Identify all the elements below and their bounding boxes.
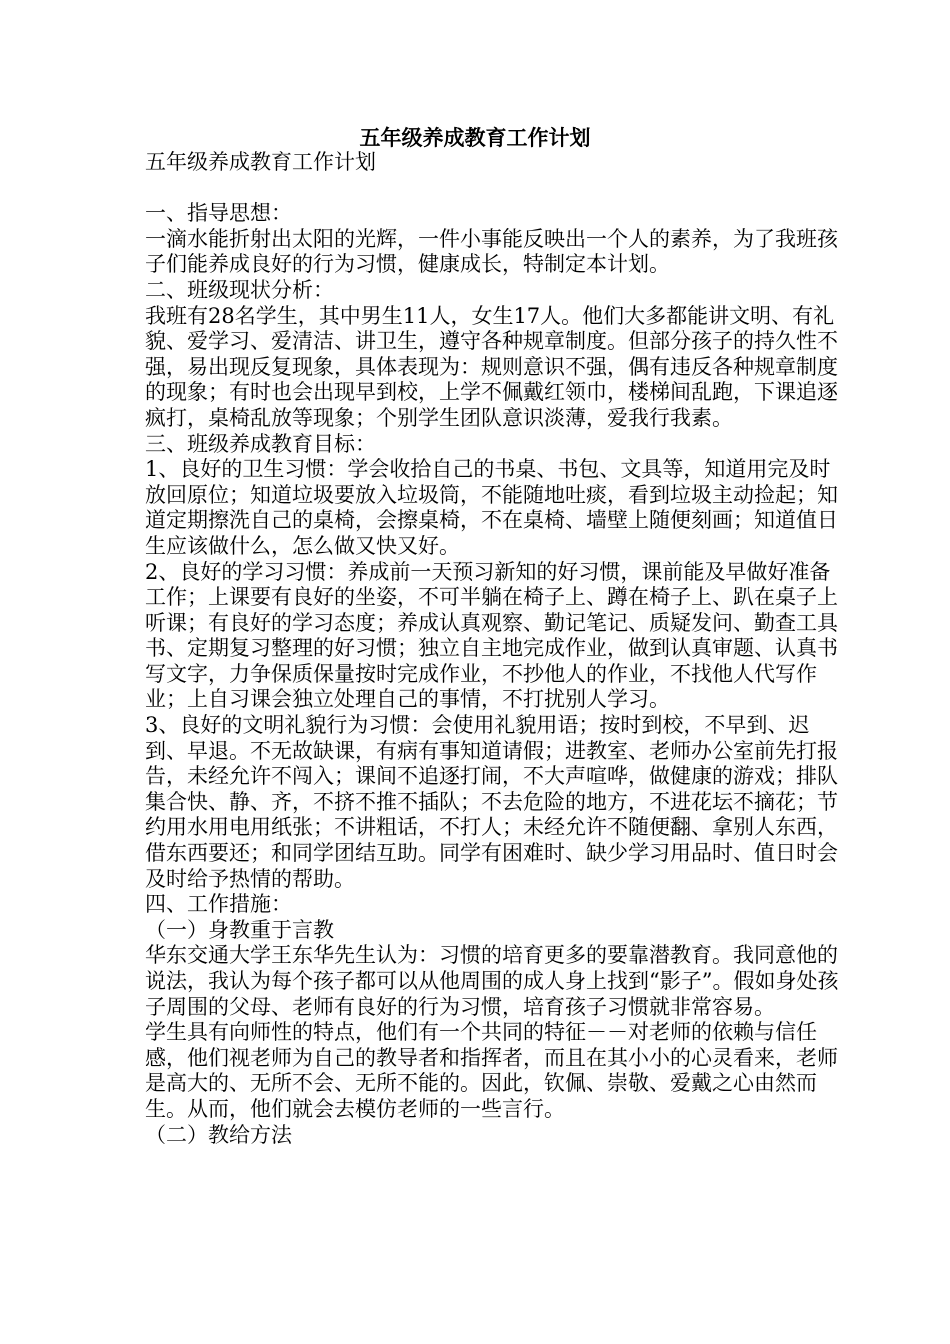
section-heading: 一、指导思想： (145, 201, 292, 226)
section-heading: 二、班级现状分析： (145, 277, 334, 302)
subsection-heading: （二）教给方法 (145, 1122, 292, 1147)
paragraph: 学生具有向师性的特点，他们有一个共同的特征－－对老师的依赖与信任感，他们视老师为自己的教导者和指挥者，而且在其小小的心灵看来，老师是高大的、无所不会、无所不能的。因此，钦佩、崇敬、爱戴之心由然而生。从而，他们就会去模仿老师的一些言行。 (145, 1020, 838, 1121)
document-title: 五年级养成教育工作计划 (359, 125, 591, 150)
section-heading: 四、工作措施： (145, 892, 292, 917)
paragraph: 3、良好的文明礼貌行为习惯：会使用礼貌用语；按时到校，不早到、迟到、早退。不无故缺课，有病有事知道请假；进教室、老师办公室前先打报告，未经允许不闯入；课间不追逐打闹，不大声喧哗，做健康的游戏；排队集合快、静、齐，不挤不推不插队；不去危险的地方，不进花坛不摘花；节约用水用电用纸张；不讲粗话，不打人；未经允许不随便翻、拿别人东西，借东西要还；和同学团结互助。同学有困难时、缺少学习用品时、值日时会及时给予热情的帮助。 (145, 713, 838, 891)
blank-line (145, 176, 845, 202)
subsection-heading: （一）身教重于言教 (145, 917, 334, 942)
paragraph: 华东交通大学王东华先生认为：习惯的培育更多的要靠潜教育。我同意他的说法，我认为每个孩子都可以从他周围的成人身上找到“影子”。假如身处孩子周围的父母、老师有良好的行为习惯，培育孩子习惯就非常容易。 (145, 943, 839, 1019)
paragraph: 一滴水能折射出太阳的光辉，一件小事能反映出一个人的素养，为了我班孩子们能养成良好的行为习惯，健康成长，特制定本计划。 (145, 226, 838, 277)
paragraph: 我班有28名学生，其中男生11人，女生17人。他们大多都能讲文明、有礼貌、爱学习、爱清洁、讲卫生，遵守各种规章制度。但部分孩子的持久性不强，易出现反复现象，具体表现为：规则意识不强，偶有违反各种规章制度的现象；有时也会出现早到校，上学不佩戴红领巾，楼梯间乱跑，下课追逐疯打，桌椅乱放等现象；个别学生团队意识淡薄，爱我行我素。 (145, 303, 838, 430)
section-heading: 三、班级养成教育目标： (145, 431, 376, 456)
paragraph: 1、良好的卫生习惯：学会收拾自己的书桌、书包、文具等，知道用完及时放回原位；知道垃圾要放入垃圾筒，不能随地吐痰，看到垃圾主动捡起；知道定期擦洗自己的桌椅，会擦桌椅，不在桌椅、墙壁上随便刻画；知道值日生应该做什么，怎么做又快又好。 (145, 457, 838, 558)
document-subtitle: 五年级养成教育工作计划 (145, 150, 376, 174)
document-body (145, 150, 845, 1148)
paragraph: 2、良好的学习习惯：养成前一天预习新知的好习惯，课前能及早做好准备工作；上课要有良好的坐姿，不可半躺在椅子上、蹲在椅子上、趴在桌子上听课；有良好的学习态度；养成认真观察、勤记笔记、质疑发问、勤查工具书、定期复习整理的好习惯；独立自主地完成作业，做到认真审题、认真书写文字，力争保质保量按时完成作业，不抄他人的作业，不找他人代写作业；上自习课会独立处理自己的事情，不打扰别人学习。 (145, 559, 838, 712)
